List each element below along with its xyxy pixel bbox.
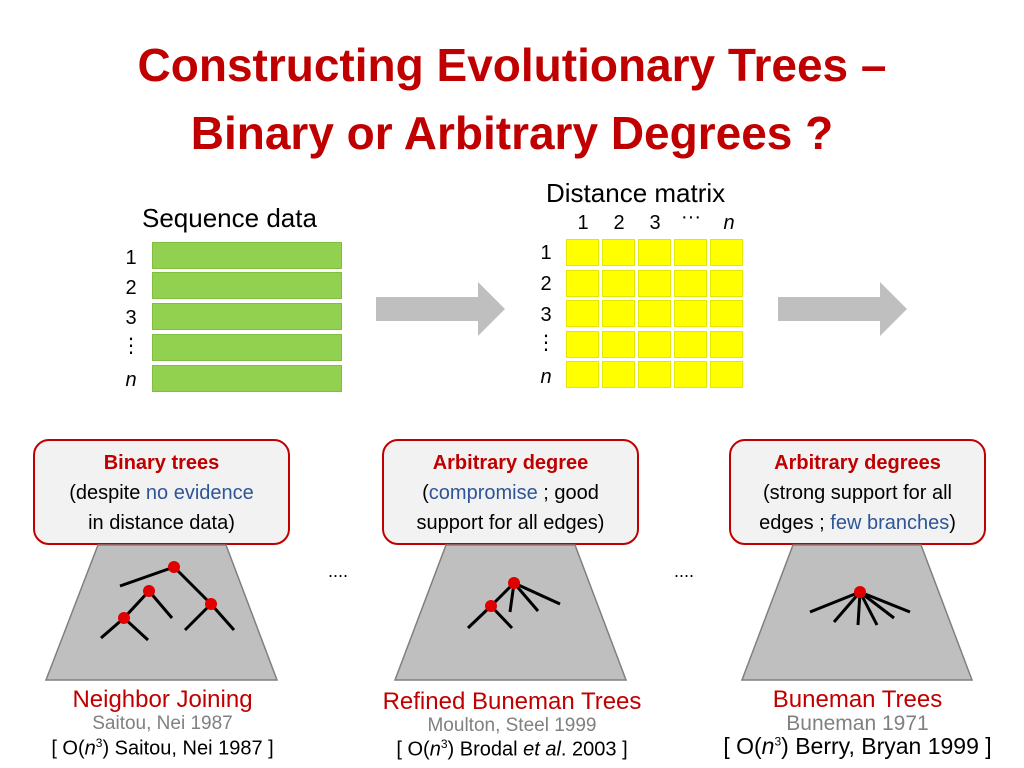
box-heading: Arbitrary degree — [432, 452, 589, 474]
method-name: Buneman Trees — [772, 686, 943, 713]
tree-node — [118, 612, 130, 624]
tree-node — [143, 585, 155, 597]
separator-dots: .... — [674, 561, 695, 581]
method-complexity-ref: [ $O(n^3)$ Brodal et al. 2003 ] — [396, 737, 628, 761]
box-line: in distance data) — [88, 512, 235, 534]
box-line: (despite no evidence — [69, 482, 254, 504]
method-author: Buneman 1971 — [786, 712, 929, 735]
box-line: support for all edges) — [416, 512, 605, 534]
tree-triangle — [395, 545, 626, 680]
matrix-row-label: ⋮ — [536, 332, 556, 354]
right-arrow-icon — [778, 282, 907, 336]
tree-node — [508, 577, 520, 589]
box-heading: Binary trees — [103, 452, 220, 474]
method-author: Saitou, Nei 1987 — [92, 713, 233, 734]
highlight-text: compromise — [428, 482, 538, 504]
sequence-row-label: ⋮ — [121, 335, 141, 357]
highlight-text: no evidence — [145, 482, 254, 504]
sequence-data-label: Sequence data — [142, 203, 317, 233]
sequence-row-label: n — [125, 369, 137, 391]
matrix-row-label: 3 — [540, 304, 552, 326]
tree-node — [205, 598, 217, 610]
right-arrow-icon — [376, 282, 505, 336]
box-heading: Arbitrary degrees — [774, 452, 941, 474]
box-line: (compromise ; good — [422, 482, 599, 504]
matrix-row-label: 2 — [540, 273, 552, 295]
sequence-row-label: 1 — [125, 247, 137, 269]
slide-title-line2: Binary or Arbitrary Degrees ? — [190, 107, 834, 159]
method-complexity-ref: [ $O(n^3)$ Berry, Bryan 1999 ] — [723, 733, 992, 759]
method-author: Moulton, Steel 1999 — [427, 715, 597, 736]
highlight-text: few branches — [830, 512, 950, 534]
tree-triangle — [742, 545, 972, 680]
method-name: Neighbor Joining — [72, 686, 253, 713]
separator-dots: .... — [328, 561, 349, 581]
tree-node — [168, 561, 180, 573]
tree-node — [854, 586, 866, 598]
matrix-row-label: n — [540, 366, 552, 388]
matrix-col-label: 2 — [613, 212, 625, 234]
matrix-col-label: n — [723, 212, 735, 234]
method-name: Refined Buneman Trees — [382, 688, 642, 715]
sequence-row-label: 2 — [125, 277, 137, 299]
tree-node — [485, 600, 497, 612]
distance-matrix-label: Distance matrix — [546, 178, 726, 208]
matrix-row-label: 1 — [540, 242, 552, 264]
box-line: edges ; few branches) — [759, 512, 956, 534]
sequence-row-label: 3 — [125, 307, 137, 329]
box-line: (strong support for all — [763, 482, 952, 504]
matrix-col-label: 3 — [649, 212, 661, 234]
method-complexity-ref: [ $O(n^3)$ Saitou, Nei 1987 ] — [51, 736, 274, 760]
matrix-col-label: 1 — [577, 212, 589, 234]
tree-triangle — [46, 545, 277, 680]
slide-title-line1: Constructing Evolutionary Trees – — [137, 39, 887, 91]
matrix-col-label: ··· — [681, 206, 701, 228]
